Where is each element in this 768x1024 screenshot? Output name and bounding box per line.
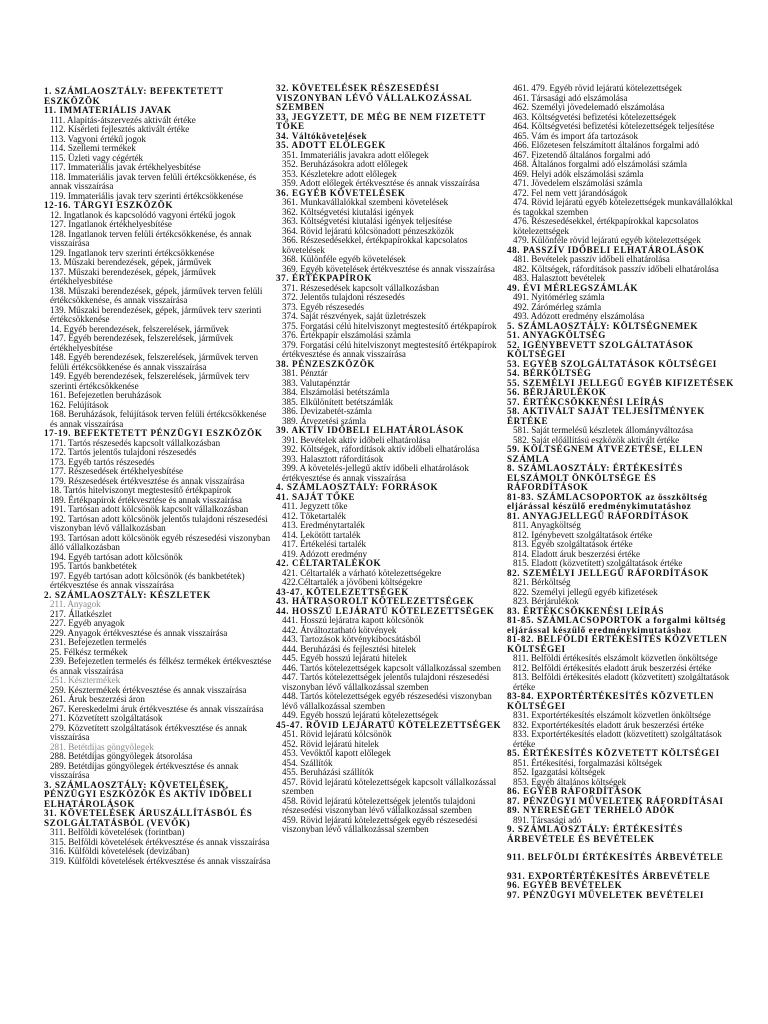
account-entry: 421. Céltartalék a várható kötelezettségekre <box>282 567 442 578</box>
account-entry: 851. Értékesítési, forgalmazási költségek <box>513 757 663 768</box>
account-entry: 289. Betétdíjas göngyölegek értékvesztése és annak visszaírása <box>50 760 239 780</box>
account-entry: 231. Befejezetlen termelés <box>50 637 147 647</box>
account-entry: 191. Tartósan adott kölcsönök kapcsolt vállalkozásban <box>50 504 249 514</box>
account-entry: 822. Személyi jellegű egyéb kifizetések <box>513 586 658 597</box>
account-entry: 364. Rövid lejáratú kölcsönadott pénzeszközök <box>282 225 454 236</box>
account-entry: 455. Beruházási szállítók <box>282 767 374 777</box>
account-entry: 445. Egyéb hosszú lejáratú hitelek <box>282 653 408 663</box>
account-entry: 315. Belföldi követelések értékvesztése és annak visszaírása <box>50 836 270 847</box>
account-entry: 251. Késztermékek <box>50 675 121 685</box>
account-heading: 37. ÉRTÉKPAPÍROK <box>276 273 373 283</box>
account-entry: 469. Helyi adók elszámolási számla <box>513 168 644 179</box>
account-entry: 139. Műszaki berendezések, gépek, járművek terv szerinti értékcsökkenése <box>50 304 262 324</box>
account-entry: 833. Exportértékesítés eladott (közvetített) szolgáltatások értéke <box>513 729 722 749</box>
account-entry: 459. Rövid lejáratú kötelezettségek egyéb részesedési viszonyban lévő vállalkozással szemben <box>282 814 478 834</box>
account-entry: 449. Egyéb hosszú lejáratú kötelezettségek <box>282 710 439 720</box>
account-entry: 468. Általános forgalmi adó elszámolási számla <box>513 159 688 169</box>
account-heading: 81-83. SZÁMLACSOPORTOK az összköltség eljárással készülő eredménykimutatáshoz <box>507 491 708 511</box>
account-entry: 392. Költségek, ráfordítások aktív időbeli elhatárolása <box>282 444 480 454</box>
account-entry: 229. Anyagok értékvesztése és annak visszaírása <box>50 627 228 638</box>
account-heading: 81. ANYAGJELLEGŰ RÁFORDÍTÁSOK <box>507 510 690 521</box>
account-entry: 384. Elszámolási betétszámla <box>282 387 390 397</box>
account-entry: 385. Elkülönített betétszámlák <box>282 396 393 407</box>
account-heading: 87. PÉNZÜGYI MŰVELETEK RÁFORDÍTÁSAI <box>507 795 724 806</box>
account-heading: 57. ÉRTÉKCSÖKKENÉSI LEÍRÁS <box>507 396 665 407</box>
account-entry: 491. Nyitómérleg számla <box>513 292 605 302</box>
account-heading: 4. SZÁMLAOSZTÁLY: FORRÁSOK <box>276 482 439 492</box>
account-heading: 43. HÁTRASOROLT KÖTELEZETTSÉGEK <box>276 596 475 606</box>
account-entry: 177. Részesedések értékhelyesbítése <box>50 466 184 476</box>
account-entry: 447. Tartós kötelezettségek jelentős tulajdoni részesedési viszonyban lévő vállalkozással szemben <box>282 672 490 692</box>
account-entry: 179. Részesedések értékvesztése és annak visszaírása <box>50 475 245 486</box>
account-entry: 353. Készletekre adott előlegek <box>282 168 397 179</box>
account-heading: 45-47. RÖVID LEJÁRATÚ KÖTELEZETTSÉGEK <box>276 719 502 730</box>
account-entry: 811. Anyagköltség <box>513 520 581 530</box>
account-entry: 363. Költségvetési kiutalási igények teljesítése <box>282 216 452 226</box>
account-entry: 381. Pénztár <box>282 368 328 378</box>
account-entry: 261. Áruk beszerzési áron <box>50 694 145 704</box>
account-entry: 389. Átvezetési számla <box>282 415 367 426</box>
account-heading: 96. EGYÉB BEVÉTELEK <box>507 880 623 890</box>
account-entry: 393. Halasztott ráfordítások <box>282 453 384 464</box>
account-entry: 137. Műszaki berendezések, gépek, járművek értékhelyesbítése <box>50 266 216 286</box>
account-heading: 51. ANYAGKÖLTSÉG <box>507 330 606 340</box>
account-entry: 463. Költségvetési befizetési kötelezettségek <box>513 111 677 122</box>
account-entry: 383. Valutapénztár <box>282 377 351 388</box>
account-entry: 492. Zárómérleg számla <box>513 301 602 312</box>
account-heading: 9. SZÁMLAOSZTÁLY: ÉRTÉKESÍTÉS ÁRBEVÉTELE ÉS BEVÉTELEK <box>507 824 683 844</box>
account-entry: 375. Forgatási célú hitelviszonyt megtestesítő értékpapírok <box>282 320 497 331</box>
account-entry: 413. Eredménytartalék <box>282 520 365 530</box>
account-entry: 853. Egyéb általános költségek <box>513 776 627 787</box>
account-entry: 422.Céltartalék a jövőbeni költségekre <box>282 577 423 587</box>
account-entry: 267. Kereskedelmi áruk értékvesztése és annak visszaírása <box>50 703 264 714</box>
account-entry: 192. Tartósan adott kölcsönök jelentős tulajdoni részesedési viszonyban lévő vállalkozásban <box>50 513 268 533</box>
account-heading: 38. PÉNZESZKÖZÖK <box>276 358 376 369</box>
account-entry: 399. A követelés-jellegű aktív időbeli elhatárolások értékvesztése és annak visszaírása <box>282 463 469 483</box>
account-entry: 217. Állatkészlet <box>50 608 112 619</box>
account-entry: 189. Értékpapírok értékvesztése és annak visszaírása <box>50 494 242 505</box>
account-heading: 83. ÉRTÉKCSÖKKENÉSI LEÍRÁS <box>507 605 665 616</box>
account-entry: 281. Betétdíjas göngyölegek <box>50 741 154 752</box>
account-entry: 412. Tőketartalék <box>282 510 346 521</box>
account-heading: 52. IGÉNYBEVETT SZOLGÁLTATÁSOK KÖLTSÉGEI <box>507 339 694 359</box>
account-heading: 31. KÖVETELÉSEK ÁRUSZÁLLÍTÁSBÓL ÉS SZOLGÁLTATÁSBÓL (VEVŐK) <box>44 808 253 828</box>
account-entry: 14. Egyéb berendezések, felszerelések, járművek <box>50 323 229 334</box>
account-entry: 311. Belföldi követelések (forintban) <box>50 827 185 837</box>
account-entry: 419. Adózott eredmény <box>282 548 368 559</box>
account-entry: 464. Költségvetési befizetési kötelezettségek teljesítése <box>513 121 715 131</box>
account-entry: 168. Beruházások, felújítások terven felüli értékcsökkenése és annak visszaírása <box>50 409 267 429</box>
account-entry: 119. Immateriális javak terv szerinti értékcsökkenése <box>50 190 244 201</box>
account-heading: 36. EGYÉB KÖVETELÉSEK <box>276 187 406 198</box>
account-entry: 162. Felújítások <box>50 399 109 410</box>
account-heading: 8. SZÁMLAOSZTÁLY: ÉRTÉKESÍTÉS ELSZÁMOLT ÖNKÖLTSÉGE ÉS RÁFORDÍTÁSOK <box>507 463 683 492</box>
account-entry: 481. Bevételek passzív időbeli elhatárolása <box>513 254 670 264</box>
account-entry: 127. Ingatlanok értékhelyesbítése <box>50 219 172 229</box>
account-entry: 376. Értékpapír elszámolási számla <box>282 330 411 340</box>
account-entry: 149. Egyéb berendezések, felszerelések, járművek terv szerinti értékcsökkenése <box>50 371 250 391</box>
account-heading: 3. SZÁMLAOSZTÁLY: KÖVETELÉSEK, PÉNZÜGYI ESZKÖZÖK ÉS AKTÍV IDŐBELI ELHATÁROLÁSOK <box>44 779 253 809</box>
account-entry: 471. Jövedelem elszámolási számla <box>513 178 643 188</box>
account-entry: 448. Tartós kötelezettségek egyéb részesedési viszonyban lévő vállalkozással szemben <box>282 691 492 711</box>
account-heading: 81-82. BELFÖLDI ÉRTÉKESÍTÉS KÖZVETLEN KÖLTSÉGEI <box>507 634 728 654</box>
account-entry: 115. Üzleti vagy cégérték <box>50 152 144 163</box>
account-entry: 852. Igazgatási költségek <box>513 767 606 777</box>
account-heading: 42. CÉLTARTALÉKOK <box>276 558 382 568</box>
account-entry: 319. Külföldi követelések értékvesztése és annak visszaírása <box>50 855 271 866</box>
account-entry: 172. Tartós jelentős tulajdoni részesedés <box>50 447 197 457</box>
account-entry: 441. Hosszú lejáratra kapott kölcsönök <box>282 615 424 625</box>
account-entry: 18. Tartós hitelviszonyt megtestesítő értékpapírok <box>50 485 232 495</box>
account-heading: 12-16. TÁRGYI ESZKÖZÖK <box>44 200 173 210</box>
account-entry: 194. Egyéb tartósan adott kölcsönök <box>50 551 183 562</box>
account-entry: 831. Exportértékesítés elszámolt közvetlen önköltsége <box>513 710 711 720</box>
account-heading: 41. SAJÁT TŐKE <box>276 491 356 502</box>
account-entry: 117. Immateriális javak értékhelyesbítése <box>50 162 201 172</box>
account-heading: 83-84. EXPORTÉRTÉKESÍTÉS KÖZVETLEN KÖLTSÉGEI <box>507 691 714 711</box>
account-entry: 444. Beruházási és fejlesztési hitelek <box>282 643 417 654</box>
account-heading: 59. KÖLTSÉGNEM ÁTVEZETÉSE, ELLEN SZÁMLA <box>507 444 703 464</box>
account-heading: 58. AKTIVÁLT SAJÁT TELJESÍTMÉNYEK ÉRTÉKE <box>507 406 705 426</box>
account-entry: 195. Tartós bankbetétek <box>50 561 137 571</box>
account-entry: 812. Belföldi értékesítés eladott áruk beszerzési értéke <box>513 662 712 673</box>
account-heading: 11. IMMATERIÁLIS JAVAK <box>44 105 172 115</box>
account-heading: 85. ÉRTÉKESÍTÉS KÖZVETETT KÖLTSÉGEI <box>507 748 720 758</box>
account-entry: 379. Forgatási célú hitelviszonyt megtestesítő értékpapírok értékvesztése és annak visszaírása <box>282 339 497 359</box>
account-entry: 472. Fel nem vett járandóságok <box>513 187 628 198</box>
account-entry: 271. Közvetített szolgáltatások <box>50 713 163 723</box>
account-heading: 1. SZÁMLAOSZTÁLY: BEFEKTETETT ESZKÖZÖK <box>44 86 224 106</box>
account-entry: 815. Eladott (közvetített) szolgáltatások értéke <box>513 558 683 568</box>
account-entry: 462. Személyi jövedelemadó elszámolása <box>513 102 665 112</box>
account-entry: 479. Különféle rövid lejáratú egyéb kötelezettségek <box>513 235 701 245</box>
account-heading: 81-85. SZÁMLACSOPORTOK a forgalmi költség eljárással készülő eredménykimutatáshoz <box>507 615 726 635</box>
account-entry: 474. Rövid lejáratú egyéb kötelezettségek munkavállalókkal és tagokkal szemben <box>513 197 733 217</box>
column-right <box>507 84 739 900</box>
account-heading: 86. EGYÉB RÁFORDÍTÁSOK <box>507 786 643 796</box>
account-entry: 171. Tartós részesedés kapcsolt vállalkozásban <box>50 437 221 448</box>
account-entry: 239. Befejezetlen termelés és félkész termékek értékvesztése és annak visszaírása <box>50 656 272 676</box>
account-heading: 82. SZEMÉLYI JELLEGŰ RÁFORDÍTÁSOK <box>507 567 709 578</box>
account-entry: 352. Beruházásokra adott előlegek <box>282 159 408 169</box>
column-middle <box>276 84 504 835</box>
account-entry: 442. Átváltoztatható kötvények <box>282 624 397 635</box>
account-entry: 461. Társasági adó elszámolása <box>513 92 628 103</box>
account-entry: 823. Bérjárulékok <box>513 596 579 606</box>
account-entry: 147. Egyéb berendezések, felszerelések, járművek értékhelyesbítése <box>50 333 234 353</box>
account-entry: 451. Rövid lejáratú kölcsönök <box>282 729 392 739</box>
account-heading: 97. PÉNZÜGYI MŰVELETEK BEVÉTELEI <box>507 889 705 900</box>
account-entry: 372. Jelentős tulajdoni részesedés <box>282 292 405 302</box>
account-entry: 417. Értékelési tartalék <box>282 539 367 549</box>
account-entry: 173. Egyéb tartós részesedés <box>50 456 155 467</box>
account-entry: 193. Tartósan adott kölcsönök egyéb részesedési viszonyban álló vállalkozásban <box>50 532 271 552</box>
account-heading: 44. HOSSZÚ LEJÁRATÚ KÖTELEZETTSÉGEK <box>276 605 495 616</box>
account-heading: 54. BÉRKÖLTSÉG <box>507 368 592 378</box>
account-entry: 832. Exportértékesítés eladott áruk beszerzési értéke <box>513 719 704 730</box>
account-entry: 138. Műszaki berendezések, gépek, járművek terven felüli értékcsökkenése, és annak visszaírása <box>50 285 263 305</box>
account-entry: 581. Saját termelésű készletek állományváltozása <box>513 425 694 435</box>
column-left <box>44 87 272 866</box>
account-heading: 89. NYERESÉGET TERHELŐ ADÓK <box>507 805 675 815</box>
account-entry: 362. Költségvetési kiutalási igények <box>282 206 414 217</box>
account-entry: 373. Egyéb részesedés <box>282 301 365 312</box>
account-entry: 821. Bérköltség <box>513 577 571 587</box>
account-entry: 414. Lekötött tartalék <box>282 529 361 540</box>
account-entry: 361. Munkavállalókkal szembeni követelések <box>282 197 449 207</box>
account-entry: 114. Szellemi termékek <box>50 143 136 153</box>
account-entry: 128. Ingatlanok terven felüli értékcsökkenése, és annak visszaírása <box>50 228 252 248</box>
account-heading: 53. EGYÉB SZOLGÁLTATÁSOK KÖLTSÉGEI <box>507 358 717 369</box>
account-heading: 5. SZÁMLAOSZTÁLY: KÖLTSÉGNEMEK <box>507 320 699 331</box>
account-entry: 279. Közvetített szolgáltatások értékvesztése és annak visszaírása <box>50 722 247 742</box>
account-entry: 493. Adózott eredmény elszámolása <box>513 311 645 321</box>
account-entry: 443. Tartozások kötvénykibocsátásból <box>282 634 421 644</box>
account-entry: 457. Rövid lejáratú kötelezettségek kapcsolt vállalkozással szemben <box>282 776 497 796</box>
account-entry: 482. Költségek, ráfordítások passzív időbeli elhatárolása <box>513 263 719 274</box>
account-entry: 13. Műszaki berendezések, gépek, járművek <box>50 257 212 267</box>
account-entry: 411. Jegyzett tőke <box>282 501 348 511</box>
account-entry: 476. Részesedésekkel, értékpapírokkal kapcsolatos kötelezettségek <box>513 216 699 236</box>
account-entry: 197. Egyéb tartósan adott kölcsönök (és bankbetétek) értékvesztése és annak visszaírása <box>50 570 245 590</box>
account-entry: 113. Vagyoni értékű jogok <box>50 133 146 144</box>
account-entry: 371. Részesedések kapcsolt vállalkozásban <box>282 282 440 293</box>
account-entry: 466. Előzetesen felszámított általános forgalmi adó <box>513 140 700 150</box>
account-heading: 39. AKTÍV IDŐBELI ELHATÁROLÁSOK <box>276 425 465 435</box>
account-entry: 227. Egyéb anyagok <box>50 618 125 628</box>
account-entry: 391. Bevételek aktív időbeli elhatárolása <box>282 434 431 445</box>
account-heading: 931. EXPORTÉRTÉKESÍTÉS ÁRBEVÉTELE <box>507 870 711 881</box>
account-entry: 467. Fizetendő általános forgalmi adó <box>513 149 651 160</box>
account-entry: 465. Vám és import áfa tartozások <box>513 130 639 141</box>
account-entry: 129. Ingatlanok terv szerinti értékcsökkenése <box>50 247 215 258</box>
account-entry: 452. Rövid lejáratú hitelek <box>282 738 379 749</box>
account-entry: 288. Betétdíjas göngyölegek átsorolása <box>50 751 193 761</box>
account-entry: 25. Félkész termékek <box>50 646 128 657</box>
account-heading: 43-47. KÖTELEZETTSÉGEK <box>276 586 409 597</box>
account-heading: 32. KÖVETELÉSEK RÉSZESEDÉSI VISZONYBAN LÉVŐ VÁLLALKOZÁSSAL SZEMBEN <box>276 83 472 112</box>
account-entry: 366. Részesedésekkel, értékpapírokkal kapcsolatos követelések <box>282 235 468 255</box>
account-entry: 891. Társasági adó <box>513 814 582 825</box>
account-heading: 34. Váltókövetelések <box>276 130 368 141</box>
account-entry: 211. Anyagok <box>50 599 101 609</box>
account-entry: 386. Devizabetét-számla <box>282 406 372 416</box>
account-entry: 453. Vevőktől kapott előlegek <box>282 748 391 758</box>
account-heading: 17-19. BEFEKTETETT PÉNZÜGYI ESZKÖZÖK <box>44 428 263 438</box>
account-entry: 811. Belföldi értékesítés elszámolt közvetlen önköltsége <box>513 653 718 663</box>
account-entry: 458. Rövid lejáratú kötelezettségek jelentős tulajdoni részesedési viszonyban lévő vállalkozással szemben <box>282 795 476 815</box>
account-entry: 259. Késztermékek értékvesztése és annak visszaírása <box>50 684 247 695</box>
account-heading: 35. ADOTT ELŐLEGEK <box>276 140 386 150</box>
account-entry: 112. Kísérleti fejlesztés aktivált értéke <box>50 124 190 134</box>
account-entry: 359. Adott előlegek értékvesztése és annak visszaírása <box>282 178 480 188</box>
account-entry: 812. Igénybevett szolgáltatások értéke <box>513 529 653 540</box>
account-entry: 148. Egyéb berendezések, felszerelések, járművek terven felüli értékcsökkenése és annak visszaírása <box>50 352 259 372</box>
account-entry: 316. Külföldi követelések (devizában) <box>50 846 190 856</box>
account-entry: 161. Befejezetlen beruházások <box>50 390 162 400</box>
account-entry: 813. Egyéb szolgáltatások értéke <box>513 539 633 549</box>
account-heading: 33. JEGYZETT, DE MÉG BE NEM FIZETETT TŐKE <box>276 111 486 131</box>
account-entry: 454. Szállítók <box>282 757 333 768</box>
account-entry: 813. Belföldi értékesítés eladott (közvetített) szolgáltatások értéke <box>513 672 730 692</box>
account-entry: 374. Saját részvények, saját üzletrészek <box>282 311 426 321</box>
account-heading: 911. BELFÖLDI ÉRTÉKESÍTÉS ÁRBEVÉTELE <box>507 852 724 862</box>
account-heading: 49. ÉVI MÉRLEGSZÁMLÁK <box>507 282 639 293</box>
account-heading: 2. SZÁMLAOSZTÁLY: KÉSZLETEK <box>44 589 211 600</box>
account-heading: 55. SZEMÉLYI JELLEGŰ EGYÉB KIFIZETÉSEK <box>507 377 734 388</box>
account-entry: 351. Immateriális javakra adott előlegek <box>282 149 429 160</box>
account-entry: 461. 479. Egyéb rövid lejáratú kötelezettségek <box>513 83 682 93</box>
account-heading: 48. PASSZÍV IDŐBELI ELHATÁROLÁSOK <box>507 244 705 255</box>
account-entry: 118. Immateriális javak terven felüli értékcsökkenése, és annak visszaírása <box>50 171 257 191</box>
account-entry: 483. Halasztott bevételek <box>513 273 606 283</box>
account-entry: 12. Ingatlanok és kapcsolódó vagyoni értékű jogok <box>50 209 236 220</box>
account-entry: 446. Tartós kötelezettségek kapcsolt vállalkozással szemben <box>282 662 501 673</box>
account-entry: 368. Különféle egyéb követelések <box>282 254 406 264</box>
account-entry: 582. Saját előállítású eszközök aktivált értéke <box>513 434 680 445</box>
account-entry: 814. Eladott áruk beszerzési értéke <box>513 548 641 559</box>
account-entry: 111. Alapítás-átszervezés aktivált értéke <box>50 114 196 125</box>
account-heading: 56. BÉRJÁRULÉKOK <box>507 387 607 397</box>
account-entry: 369. Egyéb követelések értékvesztése és annak visszaírása <box>282 263 495 274</box>
